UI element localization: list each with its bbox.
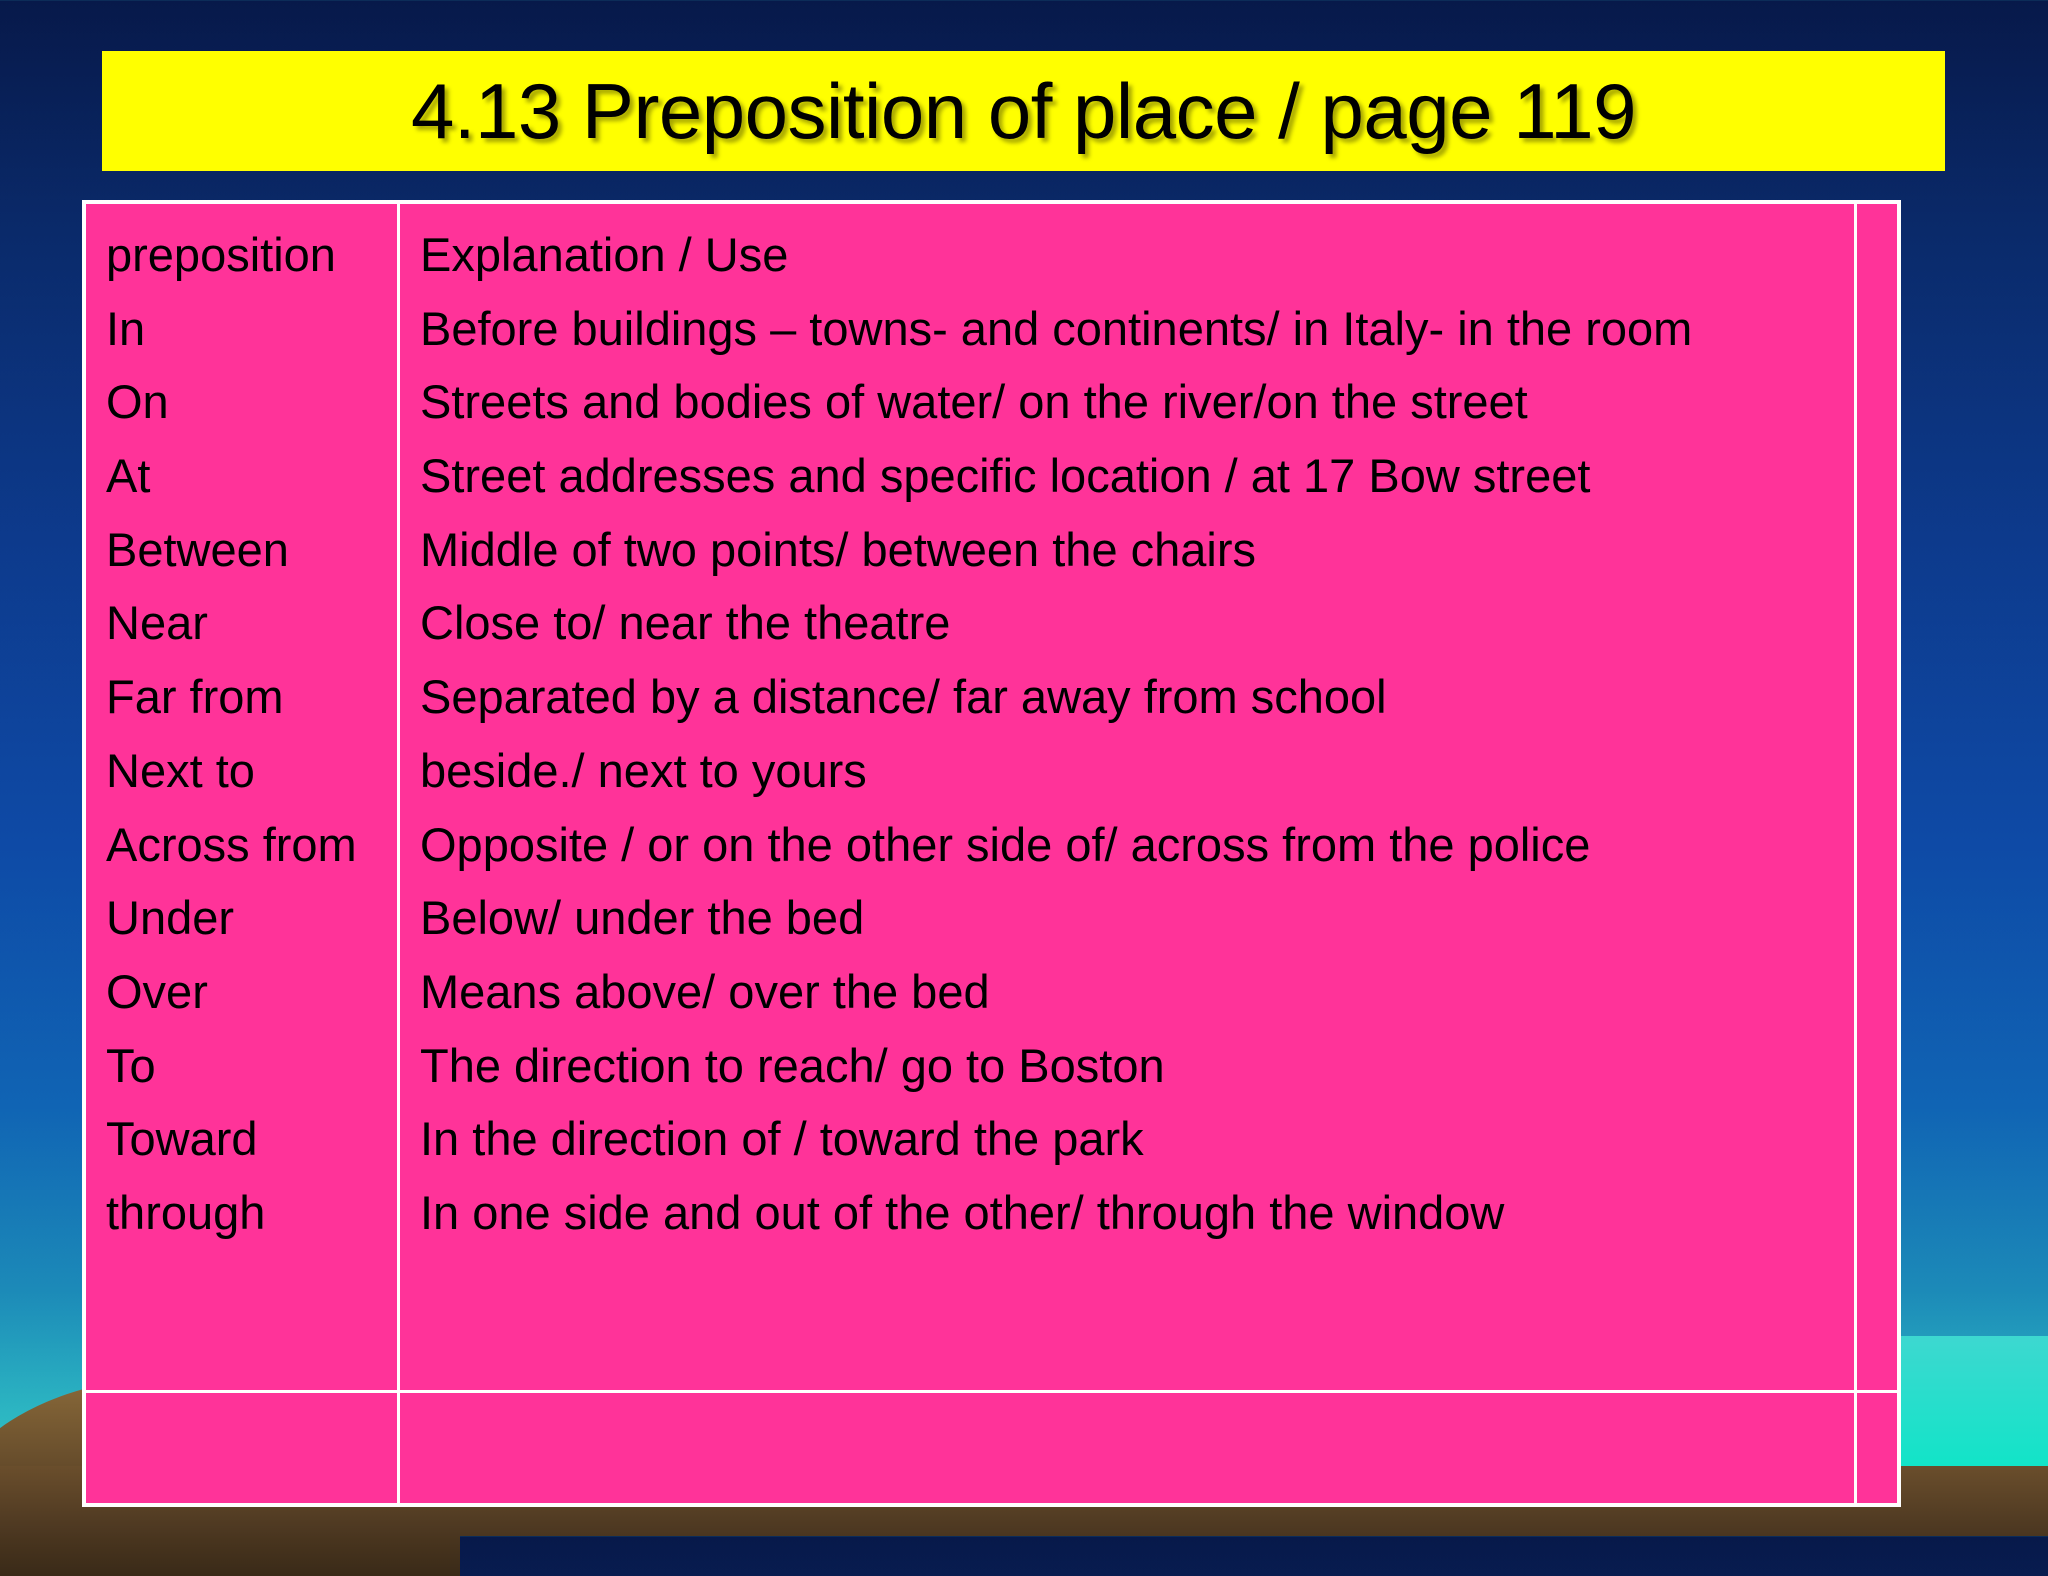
- explanation-cell: The direction to reach/ go to Boston: [420, 1038, 1165, 1092]
- explanation-cell: Opposite / or on the other side of/ across from the police: [420, 817, 1591, 871]
- preposition-cell: Near: [106, 596, 208, 650]
- preposition-cell: Far from: [106, 670, 284, 724]
- explanation-header: Explanation / Use: [420, 228, 789, 281]
- explanation-cell: Middle of two points/ between the chairs: [420, 522, 1257, 576]
- preposition-cell: through: [106, 1185, 266, 1239]
- explanation-cell: Means above/ over the bed: [420, 964, 990, 1018]
- preposition-cell: In: [106, 301, 146, 355]
- explanation-cell: In one side and out of the other/ through the window: [420, 1185, 1505, 1239]
- explanation-cell: In the direction of / toward the park: [420, 1112, 1144, 1166]
- title-bar: [102, 51, 1945, 171]
- background-sea: [1888, 1336, 2048, 1466]
- preposition-cell: Across from: [106, 817, 357, 871]
- explanation-cell: Close to/ near the theatre: [420, 596, 951, 650]
- explanation-cell: Before buildings – towns- and continents/ in Italy- in the room: [420, 301, 1693, 355]
- preposition-column: [106, 218, 357, 1250]
- explanation-cell: Separated by a distance/ far away from school: [420, 670, 1387, 724]
- preposition-cell: Over: [106, 964, 208, 1018]
- preposition-cell: Next to: [106, 743, 255, 797]
- preposition-cell: Between: [106, 522, 289, 576]
- preposition-cell: To: [106, 1038, 156, 1092]
- column-divider-2: [1854, 204, 1857, 1503]
- explanation-cell: Below/ under the bed: [420, 891, 865, 945]
- column-divider-1: [397, 204, 400, 1503]
- preposition-cell: Under: [106, 891, 235, 945]
- preposition-header: preposition: [106, 228, 336, 281]
- preposition-cell: At: [106, 449, 151, 503]
- explanation-cell: Street addresses and specific location / at 17 Bow street: [420, 449, 1591, 503]
- explanation-cell: Streets and bodies of water/ on the river/on the street: [420, 375, 1528, 429]
- explanation-column: [420, 218, 1692, 1250]
- preposition-cell: On: [106, 375, 169, 429]
- row-divider-bottom: [86, 1390, 1897, 1393]
- preposition-table: [82, 200, 1901, 1507]
- explanation-cell: beside./ next to yours: [420, 743, 867, 797]
- slide-title: 4.13 Preposition of place / page 119: [410, 66, 1637, 155]
- preposition-cell: Toward: [106, 1112, 258, 1166]
